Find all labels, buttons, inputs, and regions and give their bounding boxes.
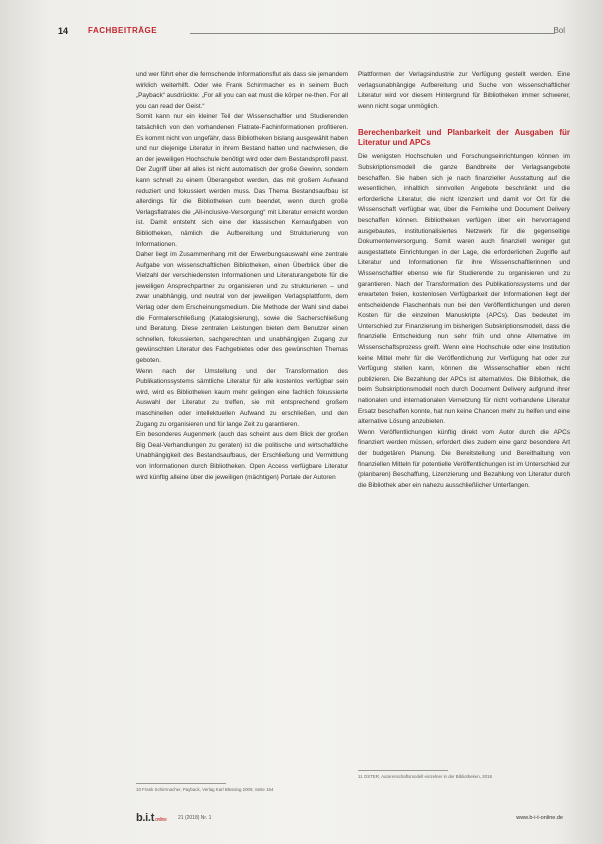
page-footer: [0, 812, 603, 828]
paragraph: Daher liegt im Zusammenhang mit der Erwerbungsauswahl eine zentrale Aufgabe von wissenschaftlichen Bibliotheken, einen Überblick über die Vielzahl der verschiedensten Informationen und Literaturangebote für die jeweiligen Ansprechpartner zu organisieren und zu strukturieren – und zwar unabhängig, und neutral von der jeweiligen Verlagsplattform, dem Verlag oder dem Erscheinungsmedium. Die Methode der Wahl sind dabei die Formalerschließung (Katalogisierung), sowie die Sacherschließung und Beratung. Diese zentralen Leistungen bieten dem Benutzer einen schnellen, fokussierten, sachgerechten und unabhängigen Zugang zur gewünschten Literatur des Fachgebietes oder des gewünschten Themas geboten.: [136, 251, 348, 365]
journal-url: www.b-i-t-online.de: [516, 815, 563, 821]
right-column: [358, 70, 570, 491]
paragraph: Die wenigsten Hochschulen und Forschungseinrichtungen können im Subskriptionsmodell die ganze Bandbreite der Verlagsangebote beschaffen. Sie haben sich je nach finanzieller Ausstattung auf die wesentlichen, inhaltlich sinnvollen Angebote beschränkt und die erforderliche Literatur, die nicht lizenziert und damit vor Ort für die Wissenschaft verfügbar war, über die Fernleihe und Document Delivery beschaffen können. Bibliotheken verfügen über ein hervorragend ausgebautes, institutionalisiertes Netzwerk für die gegenseitige Dokumentenversorgung. Somit waren auch finanziell weniger gut ausgestattete Einrichtungen in der Lage, die erforderlichen Zugriffe auf Literatur und Informationen für ihre Wissenschaftlerinnen und Wissenschaftler ebenso wie für Studierende zu organisieren und zu garantieren. Nach der Transformation des Publikationssystems und der erwarteten freien, kostenlosen Verfügbarkeit der Informationen liegt der entscheidende Flaschenhals nun bei den Veröffentlichungen und deren Kosten für die einzelnen Manuskripte (APCs). Das bedeutet im Unterschied zur Finanzierung im bisherigen Subskriptionsmodell, dass die finanzielle Entscheidung nun sehr früh und ohne Alternative im Wissenschaftsprozess greift. Wenn eine Hochschule oder eine Institution keine Mittel mehr für die Veröffentlichung zur Verfügung hat oder zur Verfügung stellen kann, können die Wissenschaftler eben nicht publizieren. Die Bezahlung der APCs ist alternativlos. Die Bibliothek, die beim Subskriptionsmodell noch durch Document Delivery aufgrund ihrer nationalen und internationalen Vernetzung für nicht vorhandene Literatur Ersatz beschaffen konnte, hat nun keine Chancen mehr zu helfen und eine alternative Lösung anzubieten.: [358, 153, 570, 426]
paragraph: Ein besonderes Augenmerk (auch das scheint aus dem Blick der großen Big Deal-Verhandlungen zu geraten) ist die politische und wirtschaftliche Unabhängigkeit des Bestandsaufbaus, der Erschließung und Vermittlung von Informationen durch Bibliotheken. Open Access verfügbare Literatur wird künftig alleine über die jeweiligen (mächtigen) Portale der Autoren: [136, 431, 348, 481]
header-rule: [190, 33, 555, 34]
journal-logo: b.i.tonline: [136, 812, 167, 824]
issue-label: 21 (2018) Nr. 1: [178, 815, 212, 821]
left-column: [136, 70, 348, 483]
section-label: FACHBEITRÄGE: [88, 26, 158, 35]
footnote: 10 Frank Schirrmacher, Payback, Verlag Karl Blessing 2009, Seite 164: [136, 787, 274, 792]
paragraph: Wenn Veröffentlichungen künftig direkt vom Autor durch die APCs finanziert werden müssen, erfordert dies zudem eine ganz besondere Art der budgetären Planung. Die Bereitstellung und Bereithaltung von finanziellen Mitteln für potentielle Veröffentlichungen ist im Unterschied zur (planbaren) Beschaffung, Lizenzierung und Bezahlung von Literatur durch die Bibliothek aber ein nahezu ausschließlicher Unterfangen.: [358, 428, 570, 489]
page-header: [0, 26, 603, 40]
paragraph: und wer führt eher die fernschende Informationsflut als dass sie jemandem wirklich weiterhilft. Oder wie Frank Schirrmacher es in seinem Buch „Payback“ ausdrückte: „For all you can eat must die körper ne-then. For all you can read der Geist.“: [136, 71, 348, 110]
paragraph: Wenn nach der Umstellung und der Transformation des Publikationssystems sämtliche Literatur für alle kostenlos verfügbar sein wird, wird es Bibliotheken kaum mehr gelingen eine fachlich fokussierte Auswahl der Literatur zu treffen, sie mit entsprechend großem maschinellen oder intellektuellen Aufwand zu erschließen, und den Zugang zu organisieren und für lange Zeit zu garantieren.: [136, 367, 348, 428]
footnote: 11 OSTER, Autorenschaftsmodell einzelner in der Bibliotheken, 2018: [358, 774, 492, 779]
paragraph: Somit kann nur ein kleiner Teil der Wissenschaftler und Studierenden tatsächlich von den vorhandenen Flatrate-Fachinformationen profitieren. Es kommt nicht von ungefähr, dass Bibliotheken bislang ausgewählt haben und nur diejenige Literatur in ihrem Bestand hatten und nachwiesen, die an der jeweiligen Hochschule benötigt wird oder dem Bestandsprofil passt. Der Zugriff über all alles ist nicht automatisch der große Gewinn, sondern kann schnell zu einem Überangebot werden, das mit großem Aufwand reduziert und fokussiert werden muss. Das Thema Bestandsaufbau ist allerdings für die Bibliotheken cum beendet, wenn durch große Verlagsflatrates die „All-inclusive-Versorgung“ mit Literatur erreicht worden ist. Damit entsteht sich eine der klassischen Kernaufgaben von Bibliotheken, nämlich die Aufbereitung und Strukturierung von Informationen.: [136, 113, 348, 248]
section-subheading: Berechenbarkeit und Planbarkeit der Ausgaben für Literatur und APCs: [358, 128, 570, 148]
paragraph: Plattformen der Verlagsindustrie zur Verfügung gestellt werden. Eine verlagsunabhängige Aufbereitung und Suche von wissenschaftlicher Literatur wird vor diesem Hintergrund für Bibliotheken immer schwerer, wenn nicht sogar unmöglich.: [358, 71, 570, 110]
footnote-rule: [358, 770, 448, 771]
running-head-right: Bol: [553, 26, 565, 35]
page-number: 14: [58, 26, 69, 36]
footnote-rule: [136, 783, 226, 784]
logo-accent: online: [155, 817, 167, 823]
